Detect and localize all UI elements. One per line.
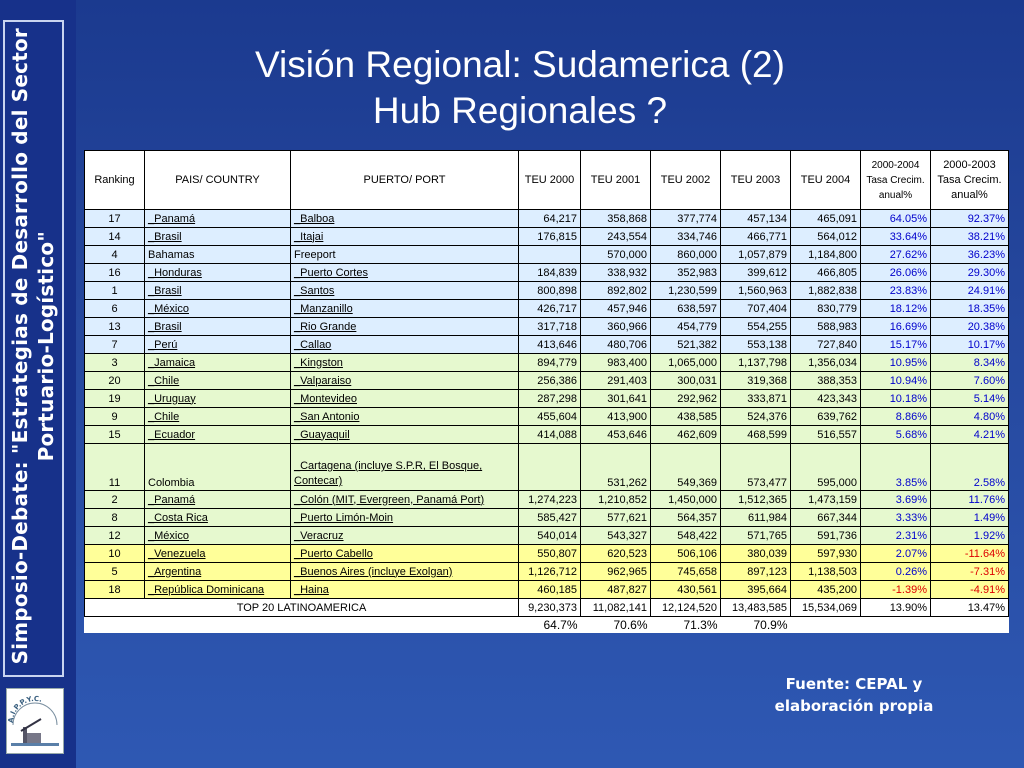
table-row <box>85 354 1009 372</box>
table-cell: 20 <box>85 372 145 390</box>
table-cell: 11 <box>85 444 145 491</box>
table-row <box>85 444 1009 491</box>
table-row <box>85 390 1009 408</box>
table-cell: _Santos <box>291 282 519 300</box>
table-cell: _México <box>145 527 291 545</box>
table-cell: 301,641 <box>581 390 651 408</box>
table-cell: 3.85% <box>861 444 931 491</box>
table-cell: 595,000 <box>791 444 861 491</box>
table-cell: 377,774 <box>651 210 721 228</box>
header-cell: TEU 2001 <box>581 151 651 210</box>
table-cell: 291,403 <box>581 372 651 390</box>
table-cell: _Guayaquil <box>291 426 519 444</box>
total-cell: 13.90% <box>861 599 931 617</box>
table-cell: _Jamaica <box>145 354 291 372</box>
table-cell: _Montevideo <box>291 390 519 408</box>
table-cell: 36.23% <box>931 246 1009 264</box>
table-cell: _Itajai <box>291 228 519 246</box>
table-cell: _Chile <box>145 372 291 390</box>
table-row <box>85 228 1009 246</box>
table-row <box>85 318 1009 336</box>
table-cell: _Kingston <box>291 354 519 372</box>
table-cell: 18 <box>85 581 145 599</box>
source-line-2: elaboración propia <box>774 697 934 715</box>
table-cell: 897,123 <box>721 563 791 581</box>
table-cell: 800,898 <box>519 282 581 300</box>
table-cell: 64.05% <box>861 210 931 228</box>
table-row <box>85 581 1009 599</box>
title-line-1: Visión Regional: Sudamerica (2) <box>255 44 785 85</box>
table-cell: 426,717 <box>519 300 581 318</box>
table-cell: 292,962 <box>651 390 721 408</box>
table-cell: _República Dominicana <box>145 581 291 599</box>
table-cell: _Rio Grande <box>291 318 519 336</box>
table-cell: 13 <box>85 318 145 336</box>
table-cell: 11.76% <box>931 491 1009 509</box>
table-cell: 15 <box>85 426 145 444</box>
table-cell: 1,356,034 <box>791 354 861 372</box>
table-cell: 300,031 <box>651 372 721 390</box>
table-cell: 20.38% <box>931 318 1009 336</box>
table-cell: 2.07% <box>861 545 931 563</box>
total-cell: 12,124,520 <box>651 599 721 617</box>
table-cell: 10.95% <box>861 354 931 372</box>
table-cell: 12 <box>85 527 145 545</box>
share-row <box>85 617 1009 634</box>
table-cell: 564,012 <box>791 228 861 246</box>
table-cell: _Ecuador <box>145 426 291 444</box>
table-cell: 480,706 <box>581 336 651 354</box>
table-cell: 524,376 <box>721 408 791 426</box>
share-blank <box>85 617 519 634</box>
table-cell: _Costa Rica <box>145 509 291 527</box>
table-cell: 358,868 <box>581 210 651 228</box>
table-cell: 667,344 <box>791 509 861 527</box>
table-cell <box>519 444 581 491</box>
table-cell: 10.18% <box>861 390 931 408</box>
table-cell: 1,137,798 <box>721 354 791 372</box>
table-cell: 388,353 <box>791 372 861 390</box>
table-row <box>85 563 1009 581</box>
table-cell: 1,473,159 <box>791 491 861 509</box>
share-blank <box>861 617 931 634</box>
header-cell: Ranking <box>85 151 145 210</box>
table-cell: 16 <box>85 264 145 282</box>
table-cell: 360,966 <box>581 318 651 336</box>
table-cell: 319,368 <box>721 372 791 390</box>
table-cell: 1,057,879 <box>721 246 791 264</box>
table-cell: 521,382 <box>651 336 721 354</box>
table-cell: 727,840 <box>791 336 861 354</box>
table-cell: 16.69% <box>861 318 931 336</box>
table-cell: 564,357 <box>651 509 721 527</box>
header-cell: 2000-2004 Tasa Crecim. anual% <box>861 151 931 210</box>
table-cell: 10.94% <box>861 372 931 390</box>
table-cell: 577,621 <box>581 509 651 527</box>
total-cell: 11,082,141 <box>581 599 651 617</box>
table-row <box>85 491 1009 509</box>
table-cell: 531,262 <box>581 444 651 491</box>
header-cell: PUERTO/ PORT <box>291 151 519 210</box>
total-cell: 13.47% <box>931 599 1009 617</box>
table-cell: 352,983 <box>651 264 721 282</box>
table-cell: 9 <box>85 408 145 426</box>
sidebar-line-1: Simposio-Debate: "Estrategias de Desarrollo del Sector <box>7 28 32 665</box>
table-cell: 550,807 <box>519 545 581 563</box>
table-cell: 1 <box>85 282 145 300</box>
table-cell: _Veracruz <box>291 527 519 545</box>
table-cell: 462,609 <box>651 426 721 444</box>
table-cell: _San Antonio <box>291 408 519 426</box>
table-cell: 620,523 <box>581 545 651 563</box>
total-cell: 15,534,069 <box>791 599 861 617</box>
table-cell: 33.64% <box>861 228 931 246</box>
table-cell: -1.39% <box>861 581 931 599</box>
table-cell: 2 <box>85 491 145 509</box>
table-cell: 457,134 <box>721 210 791 228</box>
table-cell: -7.31% <box>931 563 1009 581</box>
teu-table <box>84 150 1009 633</box>
title-line-2: Hub Regionales ? <box>372 90 668 131</box>
header-cell: PAIS/ COUNTRY <box>145 151 291 210</box>
table-row <box>85 300 1009 318</box>
table-cell: 1,138,503 <box>791 563 861 581</box>
table-cell: 1,450,000 <box>651 491 721 509</box>
table-cell: 585,427 <box>519 509 581 527</box>
table-cell: 256,386 <box>519 372 581 390</box>
table-cell: 17 <box>85 210 145 228</box>
table-cell: 745,658 <box>651 563 721 581</box>
table-cell: _Uruguay <box>145 390 291 408</box>
table-cell: 287,298 <box>519 390 581 408</box>
table-cell: 455,604 <box>519 408 581 426</box>
share-blank <box>791 617 861 634</box>
table-cell: _Panamá <box>145 491 291 509</box>
table-cell: 1,184,800 <box>791 246 861 264</box>
table-cell: -4.91% <box>931 581 1009 599</box>
table-cell: _Buenos Aires (incluye Exolgan) <box>291 563 519 581</box>
table-cell: 892,802 <box>581 282 651 300</box>
total-cell: 9,230,373 <box>519 599 581 617</box>
table-cell: 15.17% <box>861 336 931 354</box>
table-cell: 176,815 <box>519 228 581 246</box>
table-cell: 413,900 <box>581 408 651 426</box>
table-cell: 487,827 <box>581 581 651 599</box>
table-cell: 983,400 <box>581 354 651 372</box>
table-cell: 1,882,838 <box>791 282 861 300</box>
table-cell: 597,930 <box>791 545 861 563</box>
table-cell: 1,512,365 <box>721 491 791 509</box>
table-cell: _Puerto Cabello <box>291 545 519 563</box>
table-cell: Colombia <box>145 444 291 491</box>
table-cell: _Argentina <box>145 563 291 581</box>
table-cell: 3.69% <box>861 491 931 509</box>
table-cell: 414,088 <box>519 426 581 444</box>
table-row <box>85 372 1009 390</box>
table-row <box>85 336 1009 354</box>
header-cell: 2000-2003 Tasa Crecim. anual% <box>931 151 1009 210</box>
table-cell: _Cartagena (incluye S.P.R, El Bosque, Contecar) <box>291 444 519 491</box>
table-cell: 453,646 <box>581 426 651 444</box>
table-cell: 5.14% <box>931 390 1009 408</box>
table-cell: 3 <box>85 354 145 372</box>
table-cell: 1,065,000 <box>651 354 721 372</box>
table-cell: 413,646 <box>519 336 581 354</box>
table-cell: _Chile <box>145 408 291 426</box>
header-cell: TEU 2003 <box>721 151 791 210</box>
slide-title <box>130 42 910 134</box>
table-cell: 333,871 <box>721 390 791 408</box>
table-cell: 8.86% <box>861 408 931 426</box>
table-cell: _Balboa <box>291 210 519 228</box>
table-cell: _Haina <box>291 581 519 599</box>
table-cell: 468,599 <box>721 426 791 444</box>
table-cell: _Colón (MIT, Evergreen, Panamá Port) <box>291 491 519 509</box>
table-row <box>85 509 1009 527</box>
table-cell: 14 <box>85 228 145 246</box>
table-cell: 543,327 <box>581 527 651 545</box>
table-row <box>85 282 1009 300</box>
table-row <box>85 408 1009 426</box>
table-cell: 26.06% <box>861 264 931 282</box>
aippyc-logo <box>6 688 64 754</box>
table-cell: 638,597 <box>651 300 721 318</box>
table-cell: _Brasil <box>145 228 291 246</box>
table-cell: 38.21% <box>931 228 1009 246</box>
table-cell: _Manzanillo <box>291 300 519 318</box>
table-cell: 334,746 <box>651 228 721 246</box>
table-cell: 8 <box>85 509 145 527</box>
table-cell: 243,554 <box>581 228 651 246</box>
table-cell: 18.12% <box>861 300 931 318</box>
source-line-1: Fuente: CEPAL y <box>785 675 923 693</box>
table-cell: 554,255 <box>721 318 791 336</box>
table-cell: 6 <box>85 300 145 318</box>
table-cell: 2.58% <box>931 444 1009 491</box>
table-row <box>85 210 1009 228</box>
svg-text:A.I.P.P.Y.C. <box>7 695 43 723</box>
table-cell: 588,983 <box>791 318 861 336</box>
table-cell: _Puerto Limón-Moin <box>291 509 519 527</box>
share-cell: 64.7% <box>519 617 581 634</box>
table-cell: -11.64% <box>931 545 1009 563</box>
header-cell: TEU 2004 <box>791 151 861 210</box>
table-cell: _Brasil <box>145 282 291 300</box>
table-cell: 553,138 <box>721 336 791 354</box>
table-cell: _Callao <box>291 336 519 354</box>
share-cell: 70.6% <box>581 617 651 634</box>
table-cell: 4.21% <box>931 426 1009 444</box>
total-row <box>85 599 1009 617</box>
table-row <box>85 545 1009 563</box>
table-cell: 516,557 <box>791 426 861 444</box>
table-cell: 506,106 <box>651 545 721 563</box>
logo-text: A.I.P.P.Y.C. <box>7 694 43 724</box>
table-cell: 423,343 <box>791 390 861 408</box>
table-cell: 548,422 <box>651 527 721 545</box>
table-cell: 860,000 <box>651 246 721 264</box>
table-cell: 549,369 <box>651 444 721 491</box>
table-cell: 24.91% <box>931 282 1009 300</box>
table-cell: 8.34% <box>931 354 1009 372</box>
table-cell: Freeport <box>291 246 519 264</box>
table-cell: 457,946 <box>581 300 651 318</box>
table-cell: 1,126,712 <box>519 563 581 581</box>
share-blank <box>931 617 1009 634</box>
table-cell: 438,585 <box>651 408 721 426</box>
total-cell: 13,483,585 <box>721 599 791 617</box>
table-cell: _Valparaiso <box>291 372 519 390</box>
table-cell: 1,560,963 <box>721 282 791 300</box>
table-cell: 1,210,852 <box>581 491 651 509</box>
table-body <box>85 210 1009 634</box>
table-cell: 639,762 <box>791 408 861 426</box>
table-cell: 7 <box>85 336 145 354</box>
table-cell: _Puerto Cortes <box>291 264 519 282</box>
table-cell: 830,779 <box>791 300 861 318</box>
table-cell: 4 <box>85 246 145 264</box>
table-cell: 571,765 <box>721 527 791 545</box>
header-row <box>85 151 1009 210</box>
header-cell: TEU 2000 <box>519 151 581 210</box>
table-cell: _Venezuela <box>145 545 291 563</box>
table-cell: 435,200 <box>791 581 861 599</box>
table-cell: 395,664 <box>721 581 791 599</box>
table-cell: 10.17% <box>931 336 1009 354</box>
total-label: TOP 20 LATINOAMERICA <box>85 599 519 617</box>
table-cell: 466,805 <box>791 264 861 282</box>
table-cell: 540,014 <box>519 527 581 545</box>
table-cell: 317,718 <box>519 318 581 336</box>
table-cell: 0.26% <box>861 563 931 581</box>
table-cell <box>519 246 581 264</box>
table-cell: _Brasil <box>145 318 291 336</box>
table-cell: 570,000 <box>581 246 651 264</box>
table-cell: Bahamas <box>145 246 291 264</box>
table-cell: _México <box>145 300 291 318</box>
table-row <box>85 527 1009 545</box>
table-cell: _Perú <box>145 336 291 354</box>
table-cell: _Honduras <box>145 264 291 282</box>
table-cell: 92.37% <box>931 210 1009 228</box>
table-cell: 894,779 <box>519 354 581 372</box>
table-row <box>85 426 1009 444</box>
table-cell: 27.62% <box>861 246 931 264</box>
share-cell: 71.3% <box>651 617 721 634</box>
table-cell: 460,185 <box>519 581 581 599</box>
table-cell: 591,736 <box>791 527 861 545</box>
source-note <box>740 673 968 717</box>
sidebar-line-2: Portuario-Logístico" <box>33 231 58 462</box>
table-cell: 1.92% <box>931 527 1009 545</box>
table-cell: 1,274,223 <box>519 491 581 509</box>
table-cell: 338,932 <box>581 264 651 282</box>
table-cell: 2.31% <box>861 527 931 545</box>
table-cell: 18.35% <box>931 300 1009 318</box>
table-cell: 573,477 <box>721 444 791 491</box>
table-cell: _Panamá <box>145 210 291 228</box>
table-cell: 5 <box>85 563 145 581</box>
sidebar-text <box>4 20 61 673</box>
table-cell: 29.30% <box>931 264 1009 282</box>
header-cell: TEU 2002 <box>651 151 721 210</box>
table-cell: 611,984 <box>721 509 791 527</box>
teu-table-container <box>84 150 1008 633</box>
table-cell: 64,217 <box>519 210 581 228</box>
table-row <box>85 246 1009 264</box>
table-cell: 466,771 <box>721 228 791 246</box>
table-row <box>85 264 1009 282</box>
table-cell: 430,561 <box>651 581 721 599</box>
table-cell: 465,091 <box>791 210 861 228</box>
table-cell: 3.33% <box>861 509 931 527</box>
table-cell: 23.83% <box>861 282 931 300</box>
table-cell: 4.80% <box>931 408 1009 426</box>
table-cell: 10 <box>85 545 145 563</box>
table-cell: 399,612 <box>721 264 791 282</box>
table-cell: 962,965 <box>581 563 651 581</box>
table-cell: 184,839 <box>519 264 581 282</box>
share-cell: 70.9% <box>721 617 791 634</box>
table-cell: 7.60% <box>931 372 1009 390</box>
table-cell: 1.49% <box>931 509 1009 527</box>
table-cell: 19 <box>85 390 145 408</box>
table-cell: 1,230,599 <box>651 282 721 300</box>
table-cell: 454,779 <box>651 318 721 336</box>
table-cell: 380,039 <box>721 545 791 563</box>
table-cell: 707,404 <box>721 300 791 318</box>
table-cell: 5.68% <box>861 426 931 444</box>
